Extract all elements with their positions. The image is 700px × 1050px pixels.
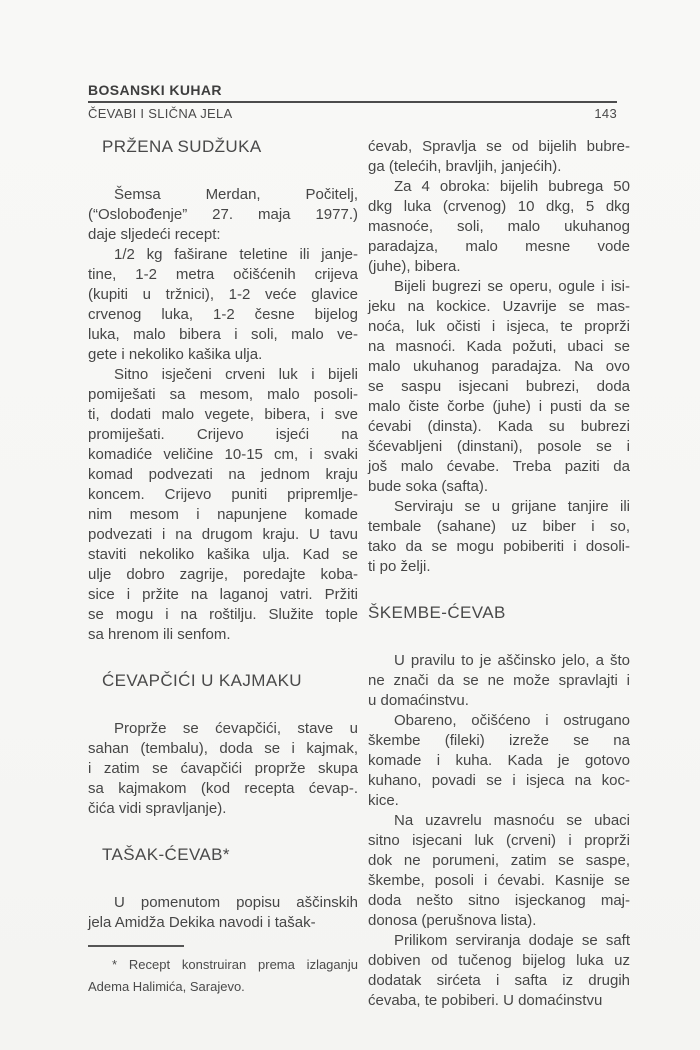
text-line: dkg luka (crvenog) 10 dkg, 5 dkg — [368, 198, 630, 215]
text-line: (juhe), bibera. — [368, 258, 461, 275]
text-line: dobiven od tučenog bijelog luka uz — [368, 952, 630, 969]
left-column — [88, 121, 358, 998]
section-heading: ĆEVAPČIĆI U KAJMAKU — [102, 671, 302, 690]
text-line: škembe (fileki) izreže se na — [368, 732, 630, 749]
text-line: kuhano, povadi se i isjeca na koc- — [368, 772, 630, 789]
text-line: Serviraju se u grijane tanjire ili — [394, 498, 630, 515]
paragraph — [88, 245, 358, 365]
text-line: malo čiste čorbe (juhe) i pusti da se — [368, 398, 630, 415]
text-line: dok ne porumeni, zatim se saspe, — [368, 852, 630, 869]
page-number: 143 — [594, 106, 617, 121]
text-line: ćevab, Spravlja se od bijelih bubre- — [368, 138, 630, 155]
footnote-rule — [88, 945, 184, 947]
paragraph — [368, 177, 630, 277]
paragraph — [88, 365, 358, 645]
text-line: 1/2 kg faširane teletine ili janje- — [114, 246, 358, 263]
text-line: nim mesom i napunjene komade — [88, 506, 358, 523]
paragraph — [88, 719, 358, 819]
text-line: komade i kuha. Kada je gotovo — [368, 752, 630, 769]
text-line: staviti nekoliko kašika ulja. Kad se — [88, 546, 358, 563]
text-line: ćevaba, te pobiberi. U domaćinstvu — [368, 992, 603, 1009]
text-line: sa hrenom ili senfom. — [88, 626, 231, 643]
text-line: crvenog luka, 1-2 česne bijelog — [88, 306, 358, 323]
text-line: ti po želji. — [368, 558, 431, 575]
right-column — [368, 121, 630, 1011]
text-line: Obareno, očišćeno i ostrugano — [394, 712, 630, 729]
text-line: U pomenutom popisu aščinskih — [114, 894, 358, 911]
text-line: na masnoći. Kada požuti, ubaci se — [368, 338, 630, 355]
text-line: Na uzavrelu masnoću se ubaci — [394, 812, 630, 829]
text-line: se saspu isjecani bubrezi, doda — [368, 378, 630, 395]
text-line: sa kajmakom (kod recepta ćevap-. — [88, 780, 358, 797]
text-line: Bijeli bugrezi se operu, ogule i isi- — [394, 278, 630, 295]
text-line: daje sljedeći recept: — [88, 226, 221, 243]
text-line: ne znači da se ne može spravlajti i — [368, 672, 630, 689]
paragraph — [368, 651, 630, 711]
footnote — [88, 945, 358, 998]
text-line: bude soka (safta). — [368, 478, 489, 495]
text-line: Za 4 obroka: bijelih bubrega 50 — [394, 178, 630, 195]
text-line: jeku na kockice. Uzavrije se mas- — [368, 298, 630, 315]
text-line: donosa (perušnova lista). — [368, 912, 537, 929]
text-line: jela Amidža Dekika navodi i tašak- — [88, 914, 316, 931]
paragraph — [368, 137, 630, 177]
text-line: šćevabljeni (dinstani), posole se i — [368, 438, 630, 455]
paragraph — [368, 811, 630, 931]
text-line: gete i nekoliko kašika ulja. — [88, 346, 263, 363]
text-line: ti, dodati malo vegete, bibera, i sve — [88, 406, 358, 423]
text-line: ga (telećih, bravljih, janjećih). — [368, 158, 562, 175]
text-line: paradajza, malo mesne vode — [368, 238, 630, 255]
section-heading: ŠKEMBE-ĆEVAB — [368, 603, 506, 622]
text-line: (kupiti u tržnici), 1-2 veće glavice — [88, 286, 358, 303]
chapter-title: ČEVABI I SLIČNA JELA — [88, 106, 233, 121]
paragraph — [88, 893, 358, 933]
text-line: Šemsa Merdan, Počitelj, — [114, 186, 358, 203]
text-line: (“Oslobođenje” 27. maja 1977.) — [88, 206, 358, 223]
text-line: dodatak sirćeta i safta iz drugih — [368, 972, 630, 989]
section-heading: PRŽENA SUDŽUKA — [102, 137, 262, 156]
text-line: ulje dobro zagrije, poredajte koba- — [88, 566, 358, 583]
text-line: Sitno isječeni crveni luk i bijeli — [114, 366, 358, 383]
text-line: se mogu i na roštilju. Služite tople — [88, 606, 358, 623]
section-heading: TAŠAK-ĆEVAB* — [102, 845, 230, 864]
text-line: tako da se mogu pobiberiti i dosoli- — [368, 538, 630, 555]
header-rule — [88, 101, 617, 103]
two-column-text — [88, 121, 700, 1011]
text-line: Proprže se ćevapčići, stave u — [114, 720, 358, 737]
header-row — [88, 106, 617, 121]
text-line: sice i pržite na laganoj vatri. Pržiti — [88, 586, 358, 603]
text-line: škembe, posoli i ćevabi. Kasnije se — [368, 872, 630, 889]
text-line: tine, 1-2 metra očišćenih crijeva — [88, 266, 358, 283]
footnote-line: * Recept konstruiran prema izlaganju — [112, 957, 358, 972]
paragraph — [88, 185, 358, 245]
text-line: ćevabi (dinsta). Kada su bubrezi — [368, 418, 630, 435]
text-line: komad podvezati na jednom kraju — [88, 466, 358, 483]
text-line: i zatim se ćavapčići proprže skupa — [88, 760, 358, 777]
paragraph — [368, 711, 630, 811]
text-line: U pravilu to je aščinsko jelo, a što — [394, 652, 630, 669]
text-line: promiješati. Crijevo isjeći na — [88, 426, 358, 443]
text-line: Prilikom serviranja dodaje se saft — [394, 932, 630, 949]
paragraph — [368, 931, 630, 1011]
text-line: čića vidi spravljanje). — [88, 800, 227, 817]
text-line: luka, malo bibera i soli, malo ve- — [88, 326, 358, 343]
text-line: masnoće, soli, malo ukuhanog — [368, 218, 630, 235]
text-line: komadiće veličine 10-15 cm, i svaki — [88, 446, 358, 463]
book-title: BOSANSKI KUHAR — [88, 82, 222, 98]
text-line: noća, luk očisti i isjeca, te proprži — [368, 318, 630, 335]
page-header — [88, 82, 617, 121]
text-line: kice. — [368, 792, 399, 809]
text-line: malo ukuhanog paradajza. Na ovo — [368, 358, 630, 375]
text-line: sahan (tembalu), doda se i kajmak, — [88, 740, 358, 757]
text-line: pomiješati sa mesom, malo posoli- — [88, 386, 358, 403]
paragraph — [368, 497, 630, 577]
text-line: u domaćinstvu. — [368, 692, 469, 709]
paragraph — [368, 277, 630, 497]
text-line: koncem. Crijevo puniti pripremlje- — [88, 486, 358, 503]
footnote-line: Adema Halimića, Sarajevo. — [88, 979, 245, 994]
text-line: sitno isjecani luk (crveni) i proprži — [368, 832, 630, 849]
text-line: podvezati i na drugom kraju. U tavu — [88, 526, 358, 543]
text-line: doda nešto sitno isjeckanog maj- — [368, 892, 630, 909]
text-line: još malo ćevabe. Treba paziti da — [368, 458, 630, 475]
text-line: tembale (sahane) uz biber i so, — [368, 518, 630, 535]
